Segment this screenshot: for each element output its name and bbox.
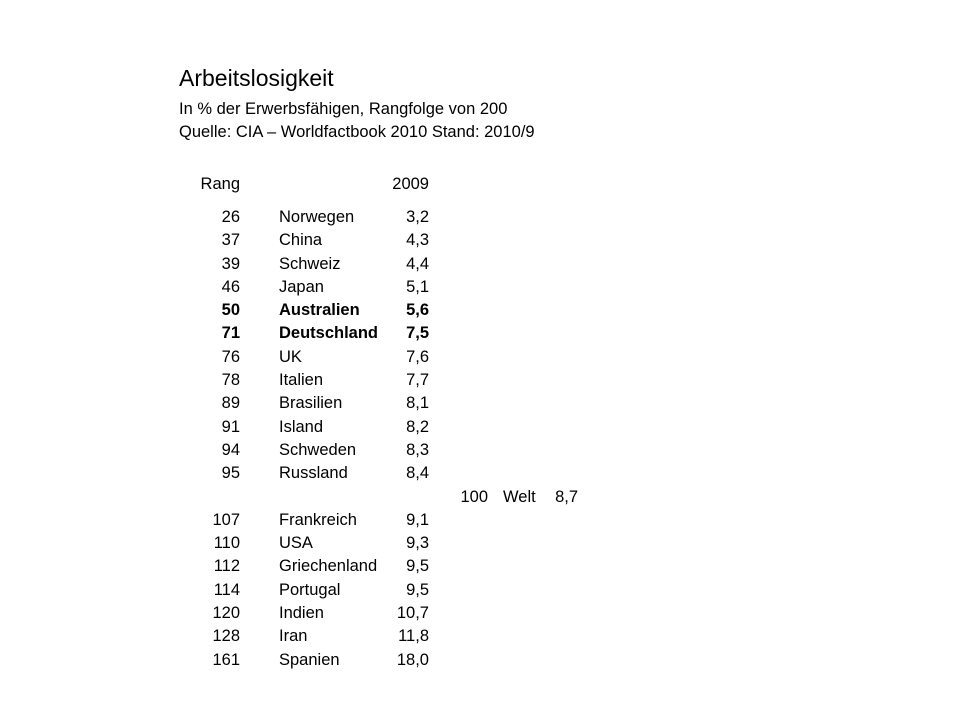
country-cell: Island [279,417,324,436]
year-column-header: 2009 [392,175,429,193]
table-row [0,229,960,252]
country-cell: Russland [279,464,348,483]
table-row [0,555,960,578]
rank-cell: 71 [221,324,240,343]
table-row [0,253,960,276]
table-row [0,625,960,648]
rank-cell: 50 [221,301,240,320]
table-row [0,532,960,555]
rank-cell: 26 [221,208,240,226]
country-cell: Norwegen [279,208,355,226]
country-cell: Australien [279,301,360,320]
unemployment-rate-cell: 9,5 [406,557,429,576]
rank-cell: 76 [221,347,240,366]
rank-cell: 100 [460,487,488,506]
unemployment-table [0,206,960,672]
table-row [0,462,960,485]
country-cell: Welt [503,487,536,506]
country-cell: Deutschland [279,324,379,343]
rank-cell: 120 [212,604,240,623]
rank-cell: 114 [213,580,240,599]
country-cell: Frankreich [279,510,357,529]
rank-cell: 91 [221,417,240,436]
table-row [0,392,960,415]
table-row [0,346,960,369]
country-cell: Schweiz [279,254,341,273]
rank-column-header: Rang [200,175,240,193]
rank-cell: 78 [221,371,240,390]
table-row [0,602,960,625]
unemployment-rate-cell: 5,1 [406,277,429,296]
table-row [0,206,960,229]
table-row [0,299,960,322]
country-cell: USA [279,534,313,553]
country-cell: Indien [279,604,324,623]
unemployment-rate-cell: 9,5 [406,580,429,599]
country-cell: Iran [279,627,308,646]
rank-cell: 37 [221,231,240,250]
table-row [0,276,960,299]
world-average-row [0,486,960,509]
unemployment-rate-cell: 8,7 [555,487,578,506]
unemployment-rate-cell: 7,6 [406,347,429,366]
source-note: Quelle: CIA – Worldfactbook 2010 Stand: 2010/9 [179,123,535,141]
rank-cell: 39 [221,254,240,273]
country-cell: China [279,231,323,250]
table-row [0,416,960,439]
table-row [0,369,960,392]
unemployment-rate-cell: 18,0 [396,650,429,669]
table-row [0,439,960,462]
unemployment-rate-cell: 10,7 [396,604,429,623]
unemployment-rate-cell: 9,3 [406,534,429,553]
rank-cell: 107 [212,510,240,529]
table-row [0,579,960,602]
unemployment-rate-cell: 11,8 [398,627,429,646]
country-cell: Spanien [279,650,340,669]
unemployment-rate-cell: 8,3 [406,440,429,459]
country-cell: Schweden [279,440,357,459]
country-cell: Italien [279,371,324,390]
rank-cell: 94 [221,440,240,459]
table-row [0,649,960,672]
unemployment-rate-cell: 4,4 [406,254,429,273]
unemployment-rate-cell: 7,5 [406,324,429,343]
rank-cell: 46 [221,277,240,296]
unemployment-rate-cell: 9,1 [406,510,429,529]
unemployment-rate-cell: 8,1 [406,394,429,413]
country-cell: Brasilien [279,394,343,413]
slide-title: Arbeitslosigkeit [179,65,334,91]
rank-cell: 112 [213,557,240,576]
unemployment-rate-cell: 7,7 [406,371,429,390]
rank-cell: 95 [221,464,240,483]
unemployment-rate-cell: 5,6 [406,301,429,320]
rank-cell: 89 [221,394,240,413]
unemployment-rate-cell: 8,4 [406,464,429,483]
rank-cell: 110 [213,534,240,553]
rank-cell: 161 [212,650,240,669]
slide-subtitle: In % der Erwerbsfähigen, Rangfolge von 200 [179,100,508,118]
country-cell: Griechenland [279,557,378,576]
unemployment-rate-cell: 4,3 [406,231,429,250]
rank-cell: 128 [212,627,240,646]
unemployment-rate-cell: 8,2 [406,417,429,436]
unemployment-rate-cell: 3,2 [406,208,429,226]
country-cell: UK [279,347,302,366]
country-cell: Japan [279,277,324,296]
country-cell: Portugal [279,580,341,599]
table-row [0,322,960,345]
table-row [0,509,960,532]
